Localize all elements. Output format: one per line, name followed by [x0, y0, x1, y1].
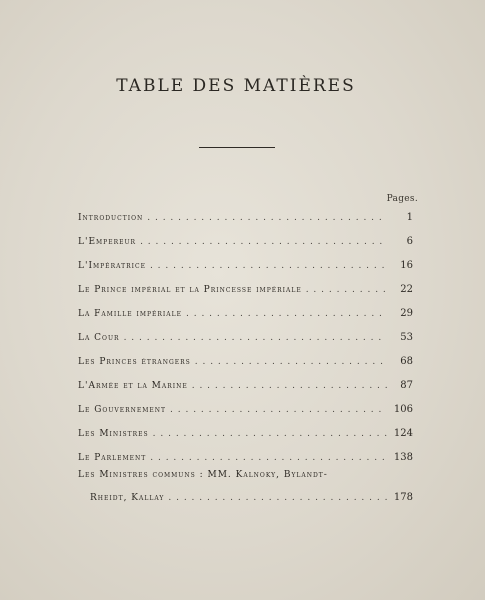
leader-dots	[170, 405, 387, 415]
toc-entry-label-line1: Les Ministres communs : MM. Kalnoky, Bylandt-	[78, 470, 328, 480]
toc-entry-label: Les Princes étrangers	[78, 357, 191, 367]
toc-entry-page: 124	[393, 428, 413, 439]
toc-entry-page: 87	[400, 380, 413, 391]
toc-entry-ministres	[78, 418, 413, 442]
toc-entry-label: L'Impératrice	[78, 261, 146, 271]
toc-entry-label: La Famille impériale	[78, 309, 182, 319]
toc-entry-page: 53	[400, 332, 413, 343]
title-divider	[199, 147, 275, 148]
toc-entry-page: 1	[406, 212, 413, 223]
page-title: TABLE DES MATIÈRES	[116, 76, 356, 96]
toc-entry-label-line2: Rheidt, Kallay	[90, 493, 165, 503]
toc-entry-page: 29	[400, 308, 413, 319]
toc-entry-ministres-communs	[78, 466, 413, 514]
toc-entry-label: Les Ministres	[78, 429, 149, 439]
leader-dots	[192, 381, 387, 391]
table-of-contents	[78, 202, 413, 514]
toc-entry-label: Le Parlement	[78, 453, 147, 463]
leader-dots	[140, 237, 387, 247]
toc-entry-label: Le Gouvernement	[78, 405, 167, 415]
leader-dots	[150, 453, 387, 463]
leader-dots	[150, 261, 387, 271]
toc-entry-prince-princesse	[78, 274, 413, 298]
leader-dots	[153, 429, 387, 439]
toc-entry-parlement	[78, 442, 413, 466]
toc-entry-empereur	[78, 226, 413, 250]
leader-dots	[124, 333, 387, 343]
toc-entry-label: L'Armée et la Marine	[78, 381, 188, 391]
toc-entry-page: 106	[393, 404, 413, 415]
toc-entry-cour	[78, 322, 413, 346]
leader-dots	[186, 309, 387, 319]
toc-entry-page: 16	[400, 260, 413, 271]
leader-dots	[168, 493, 387, 503]
toc-entry-gouvernement	[78, 394, 413, 418]
toc-entry-imperatrice	[78, 250, 413, 274]
toc-entry-princes-etrangers	[78, 346, 413, 370]
toc-entry-introduction	[78, 202, 413, 226]
leader-dots	[306, 285, 387, 295]
toc-entry-page: 138	[393, 452, 413, 463]
toc-entry-page: 22	[400, 284, 413, 295]
leader-dots	[195, 357, 387, 367]
toc-entry-label: Introduction	[78, 213, 144, 223]
toc-entry-label: Le Prince impérial et la Princesse impériale	[78, 285, 302, 295]
toc-entry-page: 178	[393, 492, 413, 503]
toc-entry-armee-marine	[78, 370, 413, 394]
toc-entry-famille-imperiale	[78, 298, 413, 322]
pages-column-heading: Pages.	[386, 194, 418, 204]
toc-entry-label: La Cour	[78, 333, 120, 343]
leader-dots	[147, 213, 387, 223]
toc-entry-page: 68	[400, 356, 413, 367]
toc-entry-page: 6	[406, 236, 413, 247]
toc-entry-label: L'Empereur	[78, 237, 137, 247]
